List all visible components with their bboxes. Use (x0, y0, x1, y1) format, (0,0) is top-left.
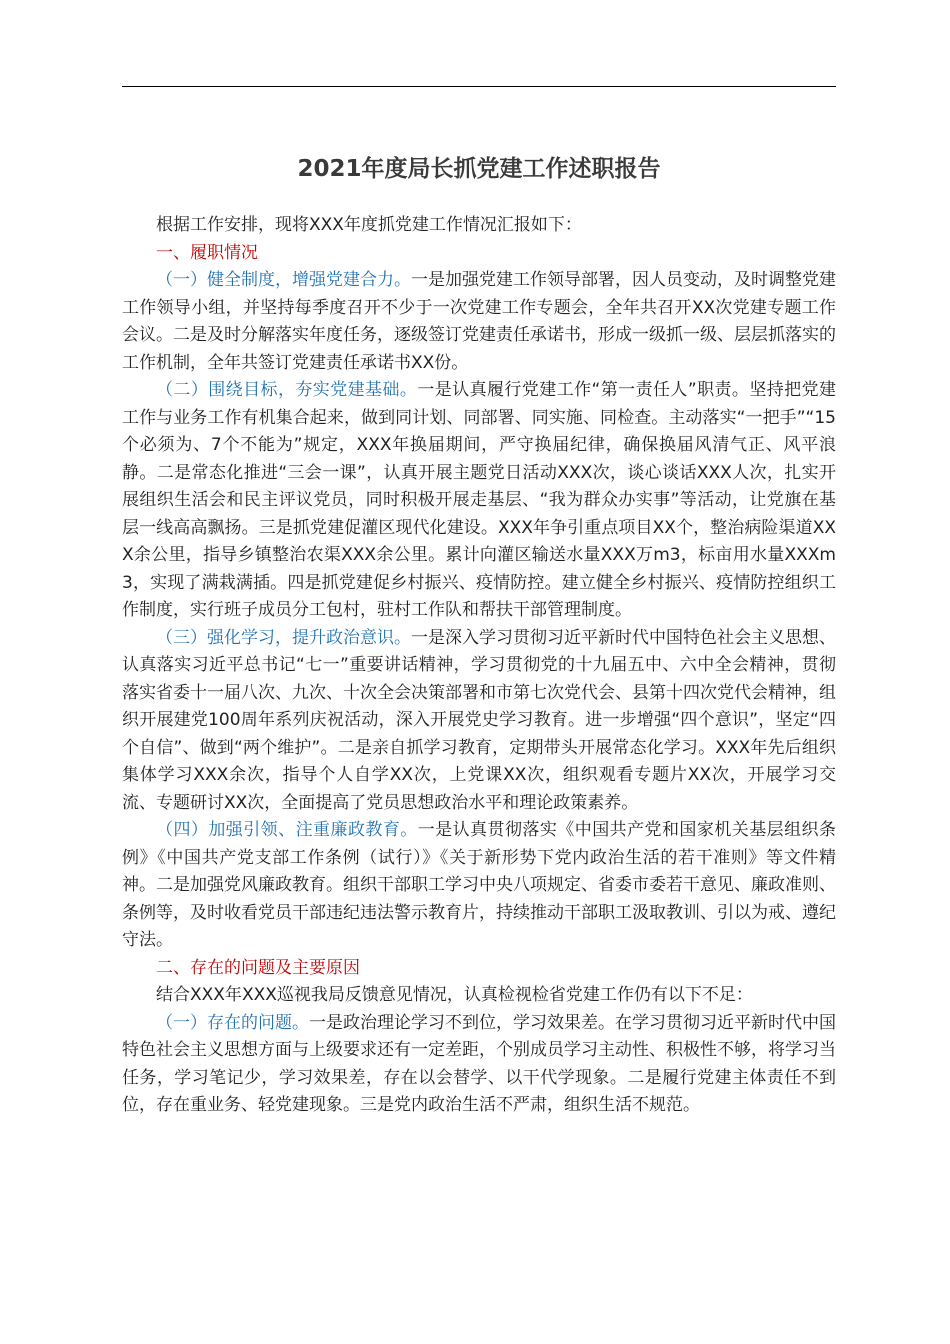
intro-paragraph: 根据工作安排，现将XXX年度抓党建工作情况汇报如下： (156, 215, 582, 235)
paragraph-item-3 (122, 625, 836, 818)
paragraph-problem-1 (122, 1010, 836, 1120)
paragraph-text-3: 一是深入学习贯彻习近平新时代中国特色社会主义思想、认真落实习近平总书记“七一”重要讲话精神，学习贯彻党的十九届五中、六中全会精神，贯彻落实省委十一届八次、九次、十次全会决策部署和市第七次党代会、县第十四次党代会精神，组织开展建党100周年系列庆祝活动，深入开展党史学习教育。进一步增强“四个意识”，坚定“四个自信”、做到“两个维护”。二是亲自抓学习教育，定期带头开展常态化学习。XXX年先后组织集体学习XXX余次，指导个人自学XX次，上党课XX次，组织观看专题片XX次，开展学习交流、专题研讨XX次，全面提高了党员思想政治水平和理论政策素养。 (122, 627, 836, 813)
paragraph-item-2 (122, 377, 836, 625)
paragraph-item-1 (122, 267, 836, 377)
paragraph-text-4: 一是认真贯彻落实《中国共产党和国家机关基层组织条例》《中国共产党支部工作条例（试行）》《关于新形势下党内政治生活的若干准则》等文件精神。二是加强党风廉政教育。组织干部职工学习中央八项规定、省委市委若干意见、廉政准则、条例等，及时收看党员干部违纪违法警示教育片，持续推动干部职工汲取教训、引以为戒、遵纪守法。 (122, 820, 837, 950)
paragraph-text-2: 一是认真履行党建工作“第一责任人”职责。坚持把党建工作与业务工作有机集合起来，做到同计划、同部署、同实施、同检查。主动落实“一把手”“15个必须为、7个不能为”规定，XXX年换届期间，严守换届纪律，确保换届风清气正、风平浪静。二是常态化推进“三会一课”，认真开展主题党日活动XXX次，谈心谈话XXX人次，扎实开展组织生活会和民主评议党员，同时积极开展走基层、“我为群众办实事”等活动，让党旗在基层一线高高飘扬。三是抓党建促灌区现代化建设。XXX年争引重点项目XX个，整治病险渠道XXX余公里，指导乡镇整治农渠XXX余公里。累计向灌区输送水量XXX万m3，标亩用水量XXXm3，实现了满栽满插。四是抓党建促乡村振兴、疫情防控。建立健全乡村振兴、疫情防控组织工作制度，实行班子成员分工包村，驻村工作队和帮扶干部管理制度。 (122, 380, 837, 620)
paragraph-problem-text-1: 一是政治理论学习不到位，学习效果差。在学习贯彻习近平新时代中国特色社会主义思想方面与上级要求还有一定差距，个别成员学习主动性、积极性不够，将学习当任务，学习笔记少，学习效果差，存在以会替学、以干代学现象。二是履行党建主体责任不到位，存在重业务、轻党建现象。三是党内政治生活不严肃，组织生活不规范。 (122, 1012, 836, 1115)
paragraph-item-4 (122, 817, 836, 955)
subheading-3: （三）强化学习，提升政治意识。 (156, 627, 411, 648)
subheading-1: （一）健全制度，增强党建合力。 (156, 270, 411, 290)
subheading-4: （四）加强引领、注重廉政教育。 (156, 820, 418, 840)
header-rule (122, 86, 836, 87)
section2-intro-paragraph: 结合XXX年XXX巡视我局反馈意见情况，认真检视检省党建工作仍有以下不足： (156, 985, 753, 1005)
paragraph-text-1: 一是加强党建工作领导部署，因人员变动，及时调整党建工作领导小组，并坚持每季度召开不少于一次党建工作专题会，全年共召开XX次党建专题工作会议。二是及时分解落实年度任务，逐级签订党建责任承诺书，形成一级抓一级、层层抓落实的工作机制，全年共签订党建责任承诺书XX份。 (122, 270, 836, 373)
section-heading-performance: 一、履职情况 (156, 242, 258, 263)
subheading-problem-1: （一）存在的问题。 (156, 1012, 309, 1033)
document-title: 2021年度局长抓党建工作述职报告 (297, 156, 661, 182)
document-body (122, 212, 836, 1120)
subheading-2: （二）围绕目标，夯实党建基础。 (156, 380, 418, 400)
section-heading-problems: 二、存在的问题及主要原因 (156, 957, 360, 978)
